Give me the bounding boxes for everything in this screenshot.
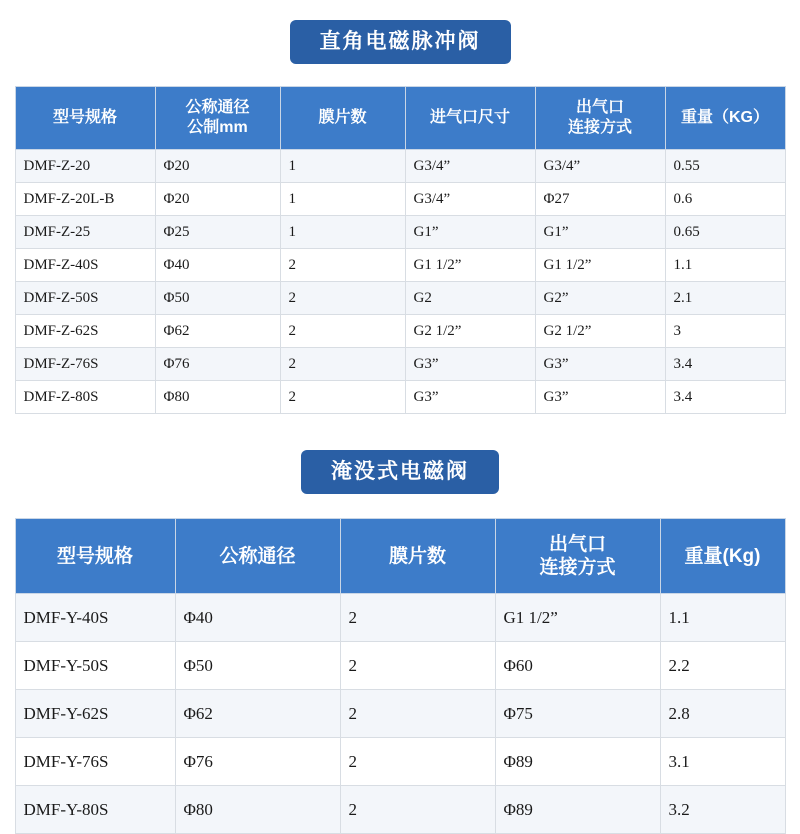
cell-outlet-connection: G1 1/2”: [535, 249, 665, 282]
cell-inlet-size: G2 1/2”: [405, 315, 535, 348]
cell-model: DMF-Z-80S: [15, 381, 155, 414]
section-title-right-angle: 直角电磁脉冲阀: [290, 20, 511, 64]
column-header-outlet-connection-line1: 出气口: [548, 533, 606, 555]
cell-weight: 0.6: [665, 183, 785, 216]
cell-outlet-connection: G2”: [535, 282, 665, 315]
column-header-model-line1: 型号规格: [56, 545, 133, 567]
cell-model: DMF-Z-40S: [15, 249, 155, 282]
document-page: [0, 20, 800, 819]
column-header-nominal-diameter-line2: 公制mm: [187, 119, 248, 137]
table-row: [15, 150, 785, 183]
section-title-submerged: 淹没式电磁阀: [301, 450, 499, 494]
cell-weight: 2.8: [660, 690, 785, 738]
cell-diaphragm-count: 2: [280, 315, 405, 348]
cell-inlet-size: G3”: [405, 381, 535, 414]
table-right-angle: [15, 86, 786, 414]
column-header-model-line1: 型号规格: [52, 109, 117, 127]
cell-weight: 3: [665, 315, 785, 348]
column-header-diaphragm-count: [280, 87, 405, 150]
table-header-row: [15, 87, 785, 150]
table-row: [15, 594, 785, 642]
cell-weight: 2.1: [665, 282, 785, 315]
cell-outlet-connection: G3/4”: [535, 150, 665, 183]
cell-outlet-connection: Φ75: [495, 690, 660, 738]
cell-outlet-connection: Φ89: [495, 786, 660, 834]
cell-diaphragm-count: 2: [280, 381, 405, 414]
table-row: [15, 216, 785, 249]
cell-outlet-connection: Φ27: [535, 183, 665, 216]
table-row: [15, 381, 785, 414]
column-header-outlet-connection-line2: 连接方式: [539, 557, 616, 579]
cell-model: DMF-Z-76S: [15, 348, 155, 381]
table-right-angle-wrap: [0, 86, 800, 414]
cell-weight: 3.4: [665, 381, 785, 414]
column-header-weight: [665, 87, 785, 150]
column-header-diaphragm-count: [340, 519, 495, 594]
cell-diaphragm-count: 2: [280, 348, 405, 381]
column-header-weight-line1: 重量(Kg): [684, 545, 761, 567]
table-row: [15, 315, 785, 348]
column-header-inlet-size: [405, 87, 535, 150]
cell-model: DMF-Y-62S: [15, 690, 175, 738]
cell-nominal-diameter: Φ62: [175, 690, 340, 738]
cell-nominal-diameter: Φ50: [155, 282, 280, 315]
column-header-diaphragm-count-line1: 膜片数: [388, 545, 446, 567]
cell-model: DMF-Y-50S: [15, 642, 175, 690]
cell-diaphragm-count: 1: [280, 183, 405, 216]
cell-outlet-connection: G3”: [535, 381, 665, 414]
cell-nominal-diameter: Φ76: [175, 738, 340, 786]
cell-inlet-size: G1”: [405, 216, 535, 249]
cell-model: DMF-Y-76S: [15, 738, 175, 786]
cell-weight: 3.4: [665, 348, 785, 381]
cell-outlet-connection: G2 1/2”: [535, 315, 665, 348]
table-row: [15, 786, 785, 834]
cell-diaphragm-count: 2: [340, 738, 495, 786]
cell-weight: 3.2: [660, 786, 785, 834]
cell-weight: 2.2: [660, 642, 785, 690]
table-submerged: [15, 518, 786, 834]
cell-nominal-diameter: Φ20: [155, 150, 280, 183]
cell-outlet-connection: Φ60: [495, 642, 660, 690]
section-title-submerged-wrap: [0, 450, 800, 494]
column-header-outlet-connection-line1: 出气口: [575, 99, 624, 117]
column-header-nominal-diameter: [155, 87, 280, 150]
cell-inlet-size: G3/4”: [405, 150, 535, 183]
cell-outlet-connection: G1 1/2”: [495, 594, 660, 642]
table-row: [15, 690, 785, 738]
column-header-model: [15, 87, 155, 150]
cell-model: DMF-Z-62S: [15, 315, 155, 348]
cell-diaphragm-count: 2: [340, 690, 495, 738]
cell-nominal-diameter: Φ76: [155, 348, 280, 381]
cell-nominal-diameter: Φ80: [175, 786, 340, 834]
cell-model: DMF-Y-40S: [15, 594, 175, 642]
column-header-weight-line1: 重量（KG）: [680, 109, 769, 127]
table-row: [15, 183, 785, 216]
column-header-outlet-connection: [535, 87, 665, 150]
cell-diaphragm-count: 2: [340, 786, 495, 834]
cell-model: DMF-Z-25: [15, 216, 155, 249]
column-header-diaphragm-count-line1: 膜片数: [318, 109, 367, 127]
cell-weight: 3.1: [660, 738, 785, 786]
cell-nominal-diameter: Φ80: [155, 381, 280, 414]
cell-diaphragm-count: 2: [340, 642, 495, 690]
table-row: [15, 642, 785, 690]
cell-weight: 0.65: [665, 216, 785, 249]
cell-nominal-diameter: Φ20: [155, 183, 280, 216]
table-row: [15, 249, 785, 282]
cell-model: DMF-Z-50S: [15, 282, 155, 315]
cell-nominal-diameter: Φ25: [155, 216, 280, 249]
section-title-right-angle-wrap: [0, 20, 800, 64]
cell-inlet-size: G1 1/2”: [405, 249, 535, 282]
cell-inlet-size: G2: [405, 282, 535, 315]
cell-outlet-connection: G3”: [535, 348, 665, 381]
cell-nominal-diameter: Φ40: [155, 249, 280, 282]
cell-inlet-size: G3”: [405, 348, 535, 381]
cell-model: DMF-Z-20L-B: [15, 183, 155, 216]
cell-inlet-size: G3/4”: [405, 183, 535, 216]
cell-nominal-diameter: Φ62: [155, 315, 280, 348]
cell-weight: 1.1: [665, 249, 785, 282]
column-header-weight: [660, 519, 785, 594]
column-header-model: [15, 519, 175, 594]
cell-diaphragm-count: 1: [280, 150, 405, 183]
cell-outlet-connection: Φ89: [495, 738, 660, 786]
column-header-nominal-diameter: [175, 519, 340, 594]
cell-diaphragm-count: 1: [280, 216, 405, 249]
cell-model: DMF-Z-20: [15, 150, 155, 183]
cell-weight: 1.1: [660, 594, 785, 642]
cell-model: DMF-Y-80S: [15, 786, 175, 834]
cell-nominal-diameter: Φ40: [175, 594, 340, 642]
column-header-nominal-diameter-line1: 公称通径: [185, 99, 250, 117]
cell-weight: 0.55: [665, 150, 785, 183]
cell-nominal-diameter: Φ50: [175, 642, 340, 690]
table-header-row: [15, 519, 785, 594]
column-header-nominal-diameter-line1: 公称通径: [219, 545, 296, 567]
column-header-outlet-connection-line2: 连接方式: [567, 119, 632, 137]
table-submerged-wrap: [0, 518, 800, 834]
cell-diaphragm-count: 2: [280, 282, 405, 315]
column-header-inlet-size-line1: 进气口尺寸: [429, 109, 510, 127]
cell-diaphragm-count: 2: [340, 594, 495, 642]
cell-outlet-connection: G1”: [535, 216, 665, 249]
column-header-outlet-connection: [495, 519, 660, 594]
table-row: [15, 282, 785, 315]
cell-diaphragm-count: 2: [280, 249, 405, 282]
table-row: [15, 738, 785, 786]
table-row: [15, 348, 785, 381]
